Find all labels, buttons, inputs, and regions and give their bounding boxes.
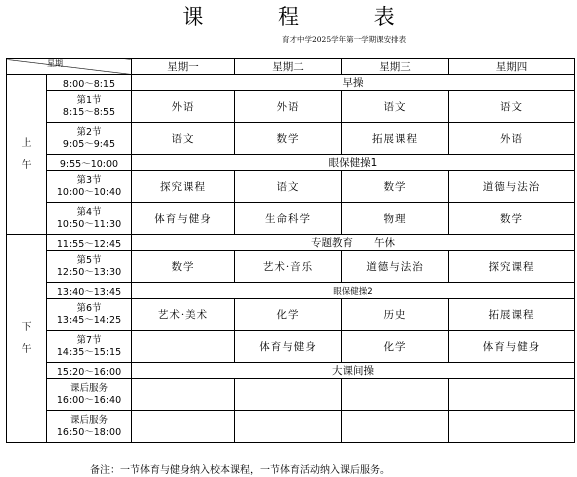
- event-cell: 专题教育 午休: [132, 235, 575, 251]
- event-cell: 早操: [132, 75, 575, 91]
- subject-cell: [449, 379, 575, 411]
- subject-cell: 道德与法治: [342, 251, 449, 283]
- event-cell: 大课间操: [132, 363, 575, 379]
- subject-cell: 外语: [235, 91, 342, 123]
- time-cell: 9:55～10:00: [47, 155, 132, 171]
- day-header: 星期三: [342, 59, 449, 75]
- subject-cell: 外语: [132, 91, 235, 123]
- table-row: [7, 299, 575, 331]
- subject-cell: 数学: [342, 171, 449, 203]
- table-row: [7, 203, 575, 235]
- table-row: [7, 331, 575, 363]
- subject-cell: [449, 411, 575, 443]
- day-header: 星期二: [235, 59, 342, 75]
- day-header: 星期四: [449, 59, 575, 75]
- period-cell: 课后服务 16:00～16:40: [47, 379, 132, 411]
- event-cell: 眼保健操2: [132, 283, 575, 299]
- time-cell: 15:20～16:00: [47, 363, 132, 379]
- subject-cell: 语文: [235, 171, 342, 203]
- subject-cell: 体育与健身: [132, 203, 235, 235]
- subject-cell: 数学: [449, 203, 575, 235]
- subject-cell: 数学: [132, 251, 235, 283]
- period-cell: 课后服务 16:50～18:00: [47, 411, 132, 443]
- table-row: [7, 155, 575, 171]
- period-cell: 第5节 12:50～13:30: [47, 251, 132, 283]
- footnote: 备注：一节体育与健身纳入校本课程，一节体育活动纳入课后服务。: [90, 465, 390, 476]
- table-row: [7, 235, 575, 251]
- subject-cell: 生命科学: [235, 203, 342, 235]
- period-cell: 第7节 14:35～15:15: [47, 331, 132, 363]
- subject-cell: 语文: [342, 91, 449, 123]
- period-cell: 第2节 9:05～9:45: [47, 123, 132, 155]
- table-row: [7, 283, 575, 299]
- subject-cell: 探究课程: [449, 251, 575, 283]
- table-row: [7, 123, 575, 155]
- period-cell: 第4节 10:50～11:30: [47, 203, 132, 235]
- schedule-table: [6, 58, 575, 443]
- table-row: [7, 91, 575, 123]
- table-row: [7, 363, 575, 379]
- subject-cell: [132, 379, 235, 411]
- session-afternoon: 下 午: [7, 235, 47, 443]
- table-row: [7, 171, 575, 203]
- subject-cell: 道德与法治: [449, 171, 575, 203]
- subject-cell: [132, 331, 235, 363]
- page-title: 课 程 表: [182, 5, 429, 29]
- table-row: [7, 251, 575, 283]
- subject-cell: [235, 379, 342, 411]
- table-row: [7, 75, 575, 91]
- subject-cell: 物理: [342, 203, 449, 235]
- period-cell: 第6节 13:45～14:25: [47, 299, 132, 331]
- subject-cell: 外语: [449, 123, 575, 155]
- period-cell: 第1节 8:15～8:55: [47, 91, 132, 123]
- table-row: [7, 379, 575, 411]
- subject-cell: 历史: [342, 299, 449, 331]
- subject-cell: 艺术·音乐: [235, 251, 342, 283]
- time-cell: 11:55～12:45: [47, 235, 132, 251]
- subject-cell: [132, 411, 235, 443]
- subject-cell: 体育与健身: [235, 331, 342, 363]
- event-cell: 眼保健操1: [132, 155, 575, 171]
- subject-cell: [342, 379, 449, 411]
- subject-cell: 语文: [132, 123, 235, 155]
- subject-cell: 化学: [342, 331, 449, 363]
- subject-cell: 化学: [235, 299, 342, 331]
- subject-cell: 拓展课程: [342, 123, 449, 155]
- subject-cell: 拓展课程: [449, 299, 575, 331]
- subject-cell: 语文: [449, 91, 575, 123]
- page-subtitle: 育才中学2025学年第一学期课安排表: [282, 35, 407, 44]
- subject-cell: 艺术·美术: [132, 299, 235, 331]
- corner-cell: 星期: [7, 59, 132, 75]
- subject-cell: [235, 411, 342, 443]
- period-cell: 第3节 10:00～10:40: [47, 171, 132, 203]
- subject-cell: [342, 411, 449, 443]
- header-row: [7, 59, 575, 75]
- subject-cell: 探究课程: [132, 171, 235, 203]
- day-header: 星期一: [132, 59, 235, 75]
- subject-cell: 数学: [235, 123, 342, 155]
- time-cell: 13:40～13:45: [47, 283, 132, 299]
- session-morning: 上 午: [7, 75, 47, 235]
- subject-cell: 体育与健身: [449, 331, 575, 363]
- time-cell: 8:00～8:15: [47, 75, 132, 91]
- table-row: [7, 411, 575, 443]
